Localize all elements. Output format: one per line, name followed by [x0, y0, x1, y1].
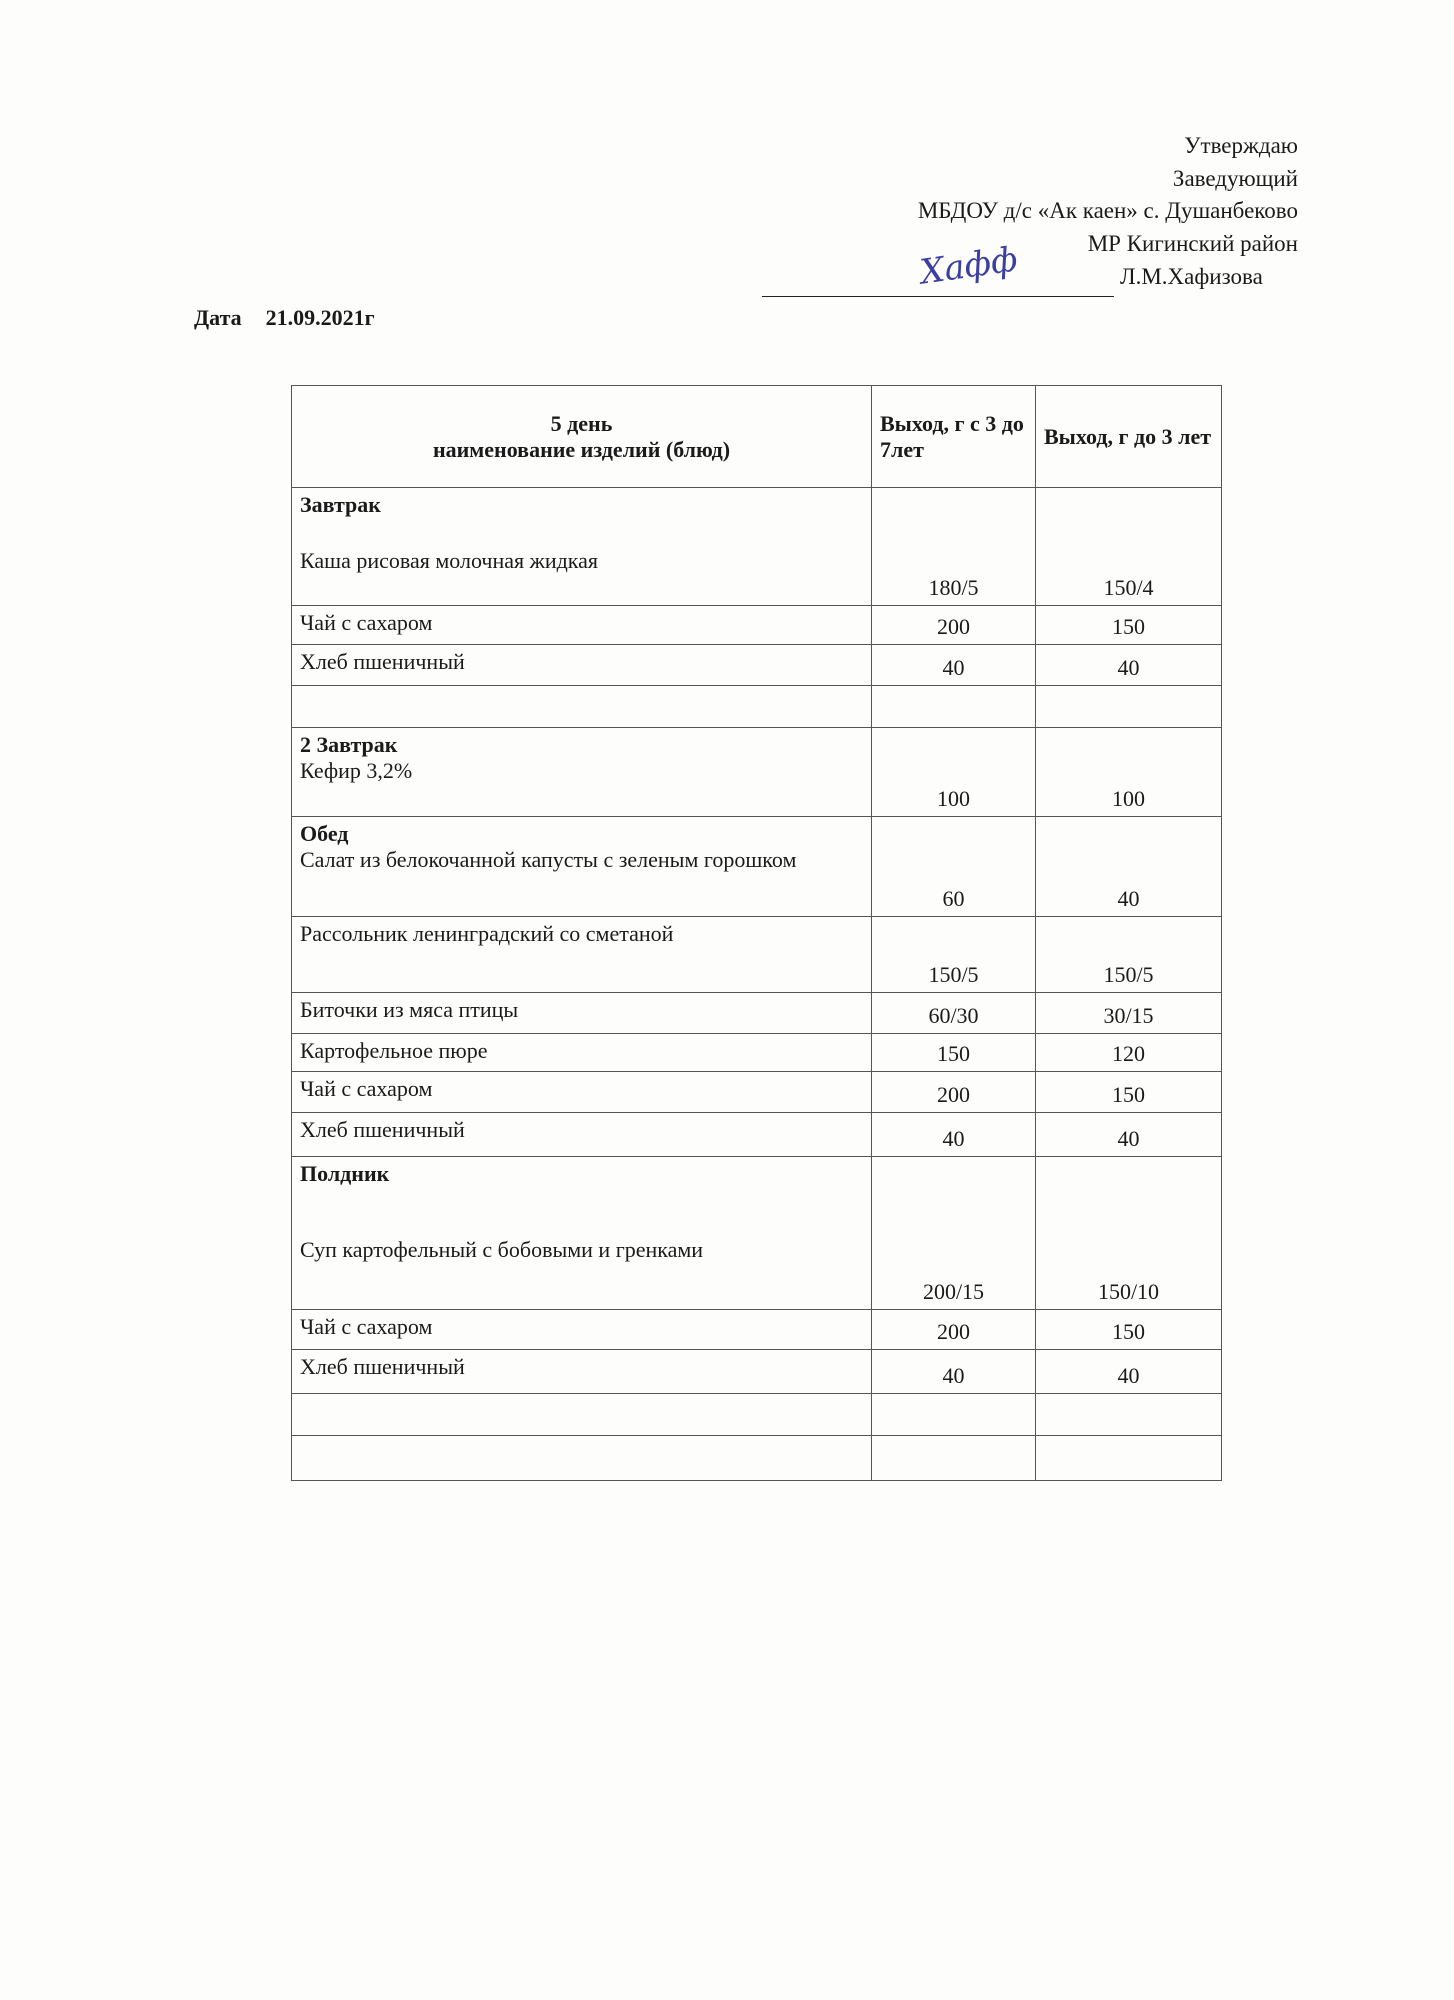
yield-3-7 — [872, 1436, 1036, 1481]
yield-3-7: 150/5 — [872, 917, 1036, 993]
dish-cell — [292, 1157, 872, 1310]
yield-3-7: 200/15 — [872, 1157, 1036, 1310]
dish-cell — [292, 686, 872, 728]
yield-under-3: 100 — [1036, 728, 1222, 817]
dish-name: Хлеб пшеничный — [300, 1117, 465, 1142]
yield-3-7: 40 — [872, 1113, 1036, 1157]
dish-cell — [292, 728, 872, 817]
header-name — [292, 386, 872, 488]
name-header: наименование изделий (блюд) — [432, 436, 731, 462]
meal-section: Завтрак — [300, 492, 381, 517]
day-label: 5 день — [550, 410, 613, 436]
table-row — [292, 686, 1222, 728]
dish-cell — [292, 917, 872, 993]
yield-3-7: 60 — [872, 817, 1036, 917]
yield-under-3 — [1036, 686, 1222, 728]
approval-line: МБДОУ д/с «Ак каен» с. Душанбеково — [917, 198, 1298, 223]
dish-name: Чай с сахаром — [300, 610, 433, 635]
dish-cell — [292, 1072, 872, 1113]
date — [194, 305, 399, 331]
approval-block — [918, 130, 1298, 260]
table-row — [292, 1157, 1222, 1310]
meal-section: Обед — [300, 821, 349, 846]
dish-cell — [292, 1394, 872, 1436]
table-row — [292, 917, 1222, 993]
table-row — [292, 645, 1222, 686]
signatory-name: Л.М.Хафизова — [1120, 264, 1263, 289]
dish-name: Картофельное пюре — [300, 1038, 488, 1063]
yield-3-7 — [872, 686, 1036, 728]
yield-under-3: 40 — [1036, 1113, 1222, 1157]
yield-under-3: 150 — [1036, 606, 1222, 645]
date-value: 21.09.2021г — [265, 305, 375, 330]
dish-name: Хлеб пшеничный — [300, 649, 465, 674]
table-row — [292, 1394, 1222, 1436]
dish-cell — [292, 606, 872, 645]
yield-under-3: 40 — [1036, 1350, 1222, 1394]
table-row — [292, 606, 1222, 645]
yield-3-7 — [872, 1394, 1036, 1436]
table-row — [292, 1034, 1222, 1072]
yield-3-7: 200 — [872, 1072, 1036, 1113]
yield-3-7: 100 — [872, 728, 1036, 817]
dish-name: Чай с сахаром — [300, 1314, 433, 1339]
yield-3-7: 200 — [872, 606, 1036, 645]
yield-under-3: 120 — [1036, 1034, 1222, 1072]
yield-3-7: 200 — [872, 1310, 1036, 1350]
table-row — [292, 817, 1222, 917]
dish-cell — [292, 1310, 872, 1350]
yield-under-3: 150 — [1036, 1310, 1222, 1350]
dish-name: Биточки из мяса птицы — [300, 997, 519, 1022]
table-row — [292, 993, 1222, 1034]
yield-under-3: 150/4 — [1036, 488, 1222, 606]
dish-cell — [292, 645, 872, 686]
dish-name: Салат из белокочанной капусты с зеленым горошком — [300, 847, 797, 872]
menu-table — [291, 385, 1222, 1481]
table-row — [292, 1436, 1222, 1481]
dish-name: Суп картофельный с бобовыми и гренками — [300, 1237, 704, 1262]
dish-cell — [292, 1113, 872, 1157]
yield-3-7: 60/30 — [872, 993, 1036, 1034]
yield-under-3: 40 — [1036, 645, 1222, 686]
yield-under-3: 150 — [1036, 1072, 1222, 1113]
dish-name: Каша рисовая молочная жидкая — [300, 548, 599, 573]
header-col2: Выход, г с 3 до 7лет — [872, 386, 1036, 488]
meal-section: Полдник — [300, 1161, 390, 1186]
header-col3: Выход, г до 3 лет — [1036, 386, 1222, 488]
dish-name: Рассольник ленинградский со сметаной — [300, 921, 674, 946]
date-label: Дата — [194, 305, 242, 330]
yield-3-7: 40 — [872, 1350, 1036, 1394]
yield-under-3 — [1036, 1394, 1222, 1436]
dish-cell — [292, 1034, 872, 1072]
dish-name: Чай с сахаром — [300, 1076, 433, 1101]
yield-3-7: 180/5 — [872, 488, 1036, 606]
table-row — [292, 728, 1222, 817]
approval-line: Утверждаю — [1184, 133, 1298, 158]
table-header — [292, 386, 1222, 488]
signature: Хафф — [917, 239, 1021, 293]
approval-line: МР Кигинский район — [1087, 230, 1298, 256]
table-row — [292, 488, 1222, 606]
signature-line — [762, 296, 1114, 297]
table-row — [292, 1350, 1222, 1394]
meal-section: 2 Завтрак — [300, 732, 398, 757]
dish-name: Кефир 3,2% — [300, 758, 413, 783]
dish-name: Хлеб пшеничный — [300, 1354, 465, 1379]
dish-cell — [292, 1436, 872, 1481]
dish-cell — [292, 993, 872, 1034]
dish-cell — [292, 1350, 872, 1394]
yield-under-3: 40 — [1036, 817, 1222, 917]
yield-3-7: 40 — [872, 645, 1036, 686]
yield-under-3: 150/10 — [1036, 1157, 1222, 1310]
table-row — [292, 1072, 1222, 1113]
yield-under-3: 150/5 — [1036, 917, 1222, 993]
table-row — [292, 1113, 1222, 1157]
table-row — [292, 1310, 1222, 1350]
yield-under-3: 30/15 — [1036, 993, 1222, 1034]
approval-line: Заведующий — [1172, 165, 1298, 191]
yield-under-3 — [1036, 1436, 1222, 1481]
dish-cell — [292, 817, 872, 917]
dish-cell — [292, 488, 872, 606]
yield-3-7: 150 — [872, 1034, 1036, 1072]
